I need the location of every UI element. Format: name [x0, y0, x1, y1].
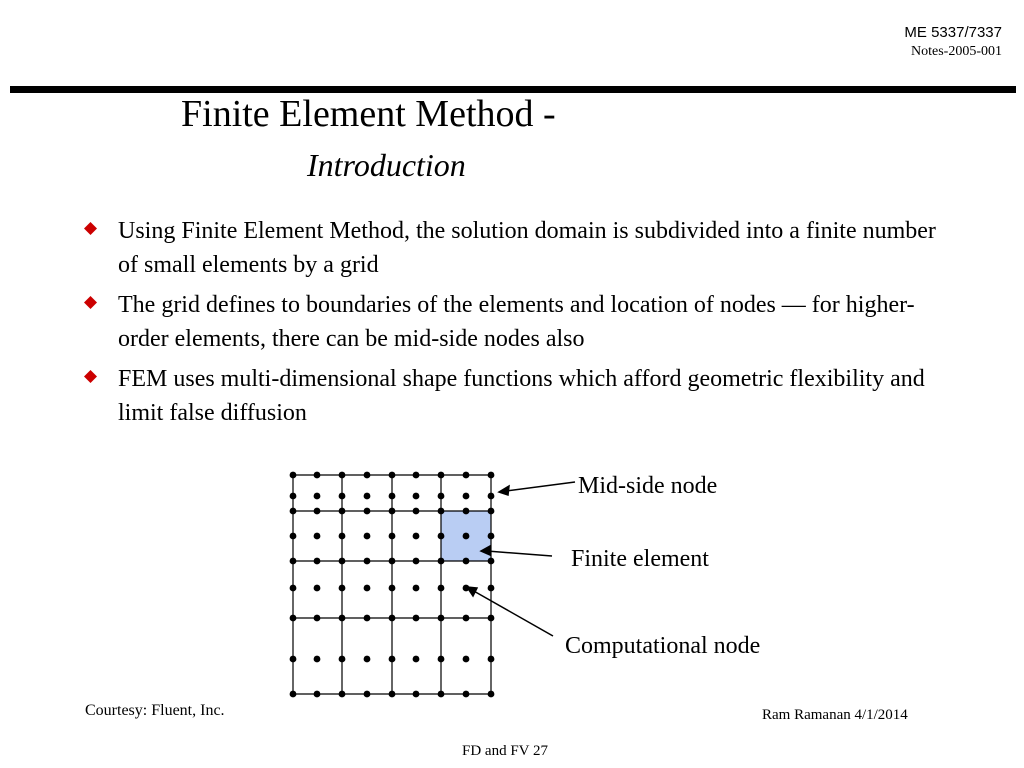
- mid-side-node-label: Mid-side node: [578, 473, 718, 499]
- bullet-text: Using Finite Element Method, the solution domain is subdivided into a finite number of small elements by a grid: [118, 218, 936, 278]
- grid-node: [488, 656, 495, 663]
- grid-node: [438, 493, 445, 500]
- grid-node: [438, 533, 445, 540]
- grid-node: [364, 508, 371, 515]
- grid-node: [413, 472, 420, 479]
- grid-node: [364, 533, 371, 540]
- grid-node: [364, 615, 371, 622]
- computational-node-label: Computational node: [565, 633, 761, 659]
- grid-node: [389, 656, 396, 663]
- grid-node: [463, 691, 470, 698]
- grid-node: [413, 558, 420, 565]
- notes-id: Notes-2005-001: [911, 44, 1002, 59]
- bullet-text: FEM uses multi-dimensional shape functions which afford geometric flexibility and limit false diffusion: [118, 366, 925, 426]
- grid-node: [463, 493, 470, 500]
- grid-node: [290, 558, 297, 565]
- grid-node: [463, 656, 470, 663]
- grid-node: [438, 615, 445, 622]
- grid-node: [438, 508, 445, 515]
- grid-node: [389, 493, 396, 500]
- grid-node: [488, 585, 495, 592]
- mid-side-node-arrow: [499, 486, 509, 495]
- grid-node: [339, 585, 346, 592]
- grid-node: [364, 472, 371, 479]
- grid-node: [438, 472, 445, 479]
- grid-node: [488, 615, 495, 622]
- grid-node: [438, 656, 445, 663]
- grid-node: [314, 533, 321, 540]
- grid-node: [290, 615, 297, 622]
- grid-node: [290, 656, 297, 663]
- grid-node: [463, 508, 470, 515]
- grid-node: [339, 691, 346, 698]
- courtesy-note: Courtesy: Fluent, Inc.: [85, 702, 225, 719]
- grid-node: [364, 558, 371, 565]
- grid-node: [413, 615, 420, 622]
- grid-node: [339, 533, 346, 540]
- grid-node: [339, 493, 346, 500]
- grid-node: [488, 533, 495, 540]
- grid-node: [314, 615, 321, 622]
- grid-node: [389, 691, 396, 698]
- grid-node: [339, 558, 346, 565]
- grid-node: [463, 558, 470, 565]
- grid-node: [339, 472, 346, 479]
- grid-node: [463, 533, 470, 540]
- grid-node: [364, 691, 371, 698]
- grid-node: [488, 493, 495, 500]
- slide-title: Finite Element Method -: [181, 93, 556, 135]
- course-code: ME 5337/7337: [904, 24, 1002, 41]
- grid-node: [438, 691, 445, 698]
- grid-node: [290, 585, 297, 592]
- grid-node: [364, 493, 371, 500]
- author-date: Ram Ramanan 4/1/2014: [762, 707, 908, 723]
- computational-node-leader: [472, 590, 553, 636]
- grid-node: [314, 493, 321, 500]
- grid-node: [389, 585, 396, 592]
- grid-node: [413, 493, 420, 500]
- grid-node: [339, 508, 346, 515]
- grid-node: [463, 615, 470, 622]
- grid-node: [488, 508, 495, 515]
- grid-node: [413, 656, 420, 663]
- grid-node: [314, 472, 321, 479]
- grid-node: [413, 585, 420, 592]
- grid-node: [314, 656, 321, 663]
- grid-node: [413, 533, 420, 540]
- grid-node: [314, 691, 321, 698]
- grid-node: [413, 691, 420, 698]
- grid-node: [389, 558, 396, 565]
- grid-node: [389, 615, 396, 622]
- grid-node: [290, 493, 297, 500]
- grid-node: [290, 691, 297, 698]
- grid-node: [290, 508, 297, 515]
- grid-node: [290, 472, 297, 479]
- grid-node: [413, 508, 420, 515]
- grid-node: [389, 472, 396, 479]
- grid-node: [364, 585, 371, 592]
- bullet-text: The grid defines to boundaries of the elements and location of nodes — for higher-order elements, there can be mid-side nodes also: [118, 292, 915, 352]
- grid-node: [339, 615, 346, 622]
- grid-node: [438, 558, 445, 565]
- grid-node: [438, 585, 445, 592]
- slide-subtitle: Introduction: [307, 147, 466, 183]
- grid-node: [488, 472, 495, 479]
- computational-node-arrow: [467, 587, 477, 596]
- finite-element-label: Finite element: [571, 546, 709, 572]
- grid-node: [389, 533, 396, 540]
- grid-node: [488, 558, 495, 565]
- finite-element-leader: [487, 551, 552, 556]
- grid-node: [314, 558, 321, 565]
- grid-node: [364, 656, 371, 663]
- grid-node: [488, 691, 495, 698]
- grid-node: [314, 508, 321, 515]
- grid-node: [339, 656, 346, 663]
- grid-node: [290, 533, 297, 540]
- grid-node: [314, 585, 321, 592]
- grid-node: [463, 472, 470, 479]
- grid-node: [389, 508, 396, 515]
- mid-side-node-leader: [506, 482, 575, 491]
- slide-footer: FD and FV 27: [462, 743, 548, 759]
